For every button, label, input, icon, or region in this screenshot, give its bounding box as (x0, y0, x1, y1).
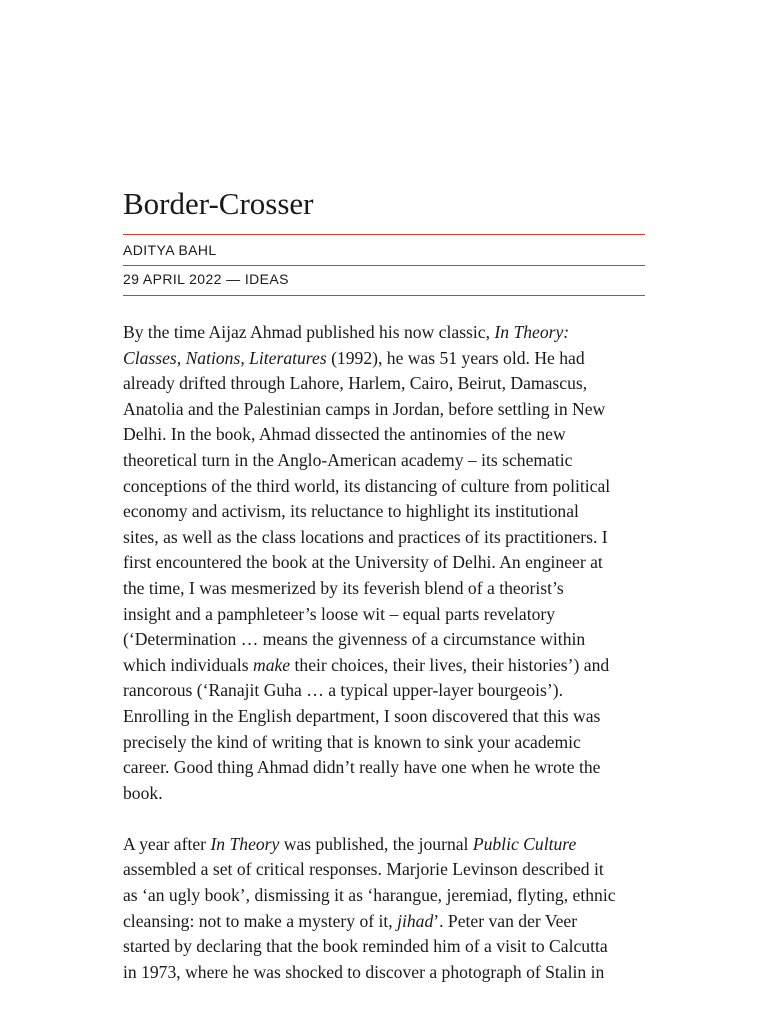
text-run: was published, the journal (279, 833, 473, 854)
paragraph-line (123, 934, 645, 960)
paragraph-line (123, 627, 645, 653)
dateline-divider (123, 295, 645, 296)
paragraph-line (123, 525, 645, 551)
paragraph-line (123, 499, 645, 525)
article-body (123, 320, 645, 1011)
paragraph-line (123, 320, 645, 346)
byline-divider (123, 265, 645, 266)
text-run: sites, as well as the class locations and practices of its practitioners. I (123, 526, 608, 547)
text-run: career. Good thing Ahmad didn’t really have one when he wrote the (123, 757, 601, 778)
text-run: their choices, their lives, their histories’) and (290, 654, 610, 675)
title-divider (123, 234, 645, 235)
paragraph-line (123, 474, 645, 500)
paragraph-line (123, 832, 645, 858)
paragraph-line (123, 550, 645, 576)
paragraph-line (123, 678, 645, 704)
text-run: insight and a pamphleteer’s loose wit – equal parts revelatory (123, 603, 556, 624)
text-run: as ‘an ugly book’, dismissing it as ‘harangue, jeremiad, flyting, ethnic (123, 885, 616, 906)
body-paragraph (123, 320, 645, 806)
text-run: which individuals (123, 654, 253, 675)
paragraph-line (123, 704, 645, 730)
italic-text: In Theory (210, 833, 280, 854)
text-run: first encountered the book at the University of Delhi. An engineer at (123, 552, 603, 573)
article-title: Border-Crosser (123, 186, 314, 221)
author-byline[interactable]: ADITYA BAHL (123, 242, 217, 258)
paragraph-line (123, 602, 645, 628)
paragraph-line (123, 371, 645, 397)
text-run: Enrolling in the English department, I soon discovered that this was (123, 705, 601, 726)
paragraph-line (123, 883, 645, 909)
text-run: book. (123, 782, 163, 803)
text-run: already drifted through Lahore, Harlem, Cairo, Beirut, Damascus, (123, 373, 588, 394)
text-run: (1992), he was 51 years old. He had (326, 347, 585, 368)
body-paragraph (123, 832, 645, 986)
text-run: By the time Aijaz Ahmad published his now classic, (123, 322, 495, 342)
paragraph-line (123, 755, 645, 781)
text-run: the time, I was mesmerized by its feverish blend of a theorist’s (123, 577, 564, 598)
paragraph-line (123, 448, 645, 474)
paragraph-line (123, 857, 645, 883)
text-run: cleansing: not to make a mystery of it, (123, 910, 398, 931)
text-run: rancorous (‘Ranajit Guha … a typical upper-layer bourgeois’). (123, 680, 563, 701)
paragraph-line (123, 909, 645, 935)
paragraph-line (123, 576, 645, 602)
text-run: ’. Peter van der Veer (433, 910, 578, 931)
italic-text: make (253, 654, 291, 675)
text-run: Anatolia and the Palestinian camps in Jordan, before settling in New (123, 398, 606, 419)
text-run: theoretical turn in the Anglo-American academy – its schematic (123, 449, 573, 470)
italic-text: In Theory: (494, 322, 570, 342)
italic-text: Classes, Nations, Literatures (123, 347, 327, 368)
italic-text: jihad (397, 910, 434, 931)
italic-text: Public Culture (472, 833, 577, 854)
paragraph-line (123, 422, 645, 448)
paragraph-line (123, 397, 645, 423)
text-run: (‘Determination … means the givenness of a circumstance within (123, 629, 586, 650)
text-run: conceptions of the third world, its distancing of culture from political (123, 475, 611, 496)
text-run: A year after (123, 833, 211, 854)
text-run: assembled a set of critical responses. Marjorie Levinson described it (123, 859, 604, 880)
text-run: started by declaring that the book reminded him of a visit to Calcutta (123, 936, 608, 957)
paragraph-line (123, 730, 645, 756)
text-run: precisely the kind of writing that is known to sink your academic (123, 731, 581, 752)
dateline: 29 APRIL 2022 — IDEAS (123, 271, 289, 287)
text-run: economy and activism, its reluctance to highlight its institutional (123, 501, 579, 522)
text-run: in 1973, where he was shocked to discover a photograph of Stalin in (123, 961, 605, 982)
paragraph-line (123, 653, 645, 679)
paragraph-line (123, 960, 645, 986)
paragraph-line (123, 781, 645, 807)
paragraph-line (123, 346, 645, 372)
text-run: Delhi. In the book, Ahmad dissected the antinomies of the new (123, 424, 566, 445)
